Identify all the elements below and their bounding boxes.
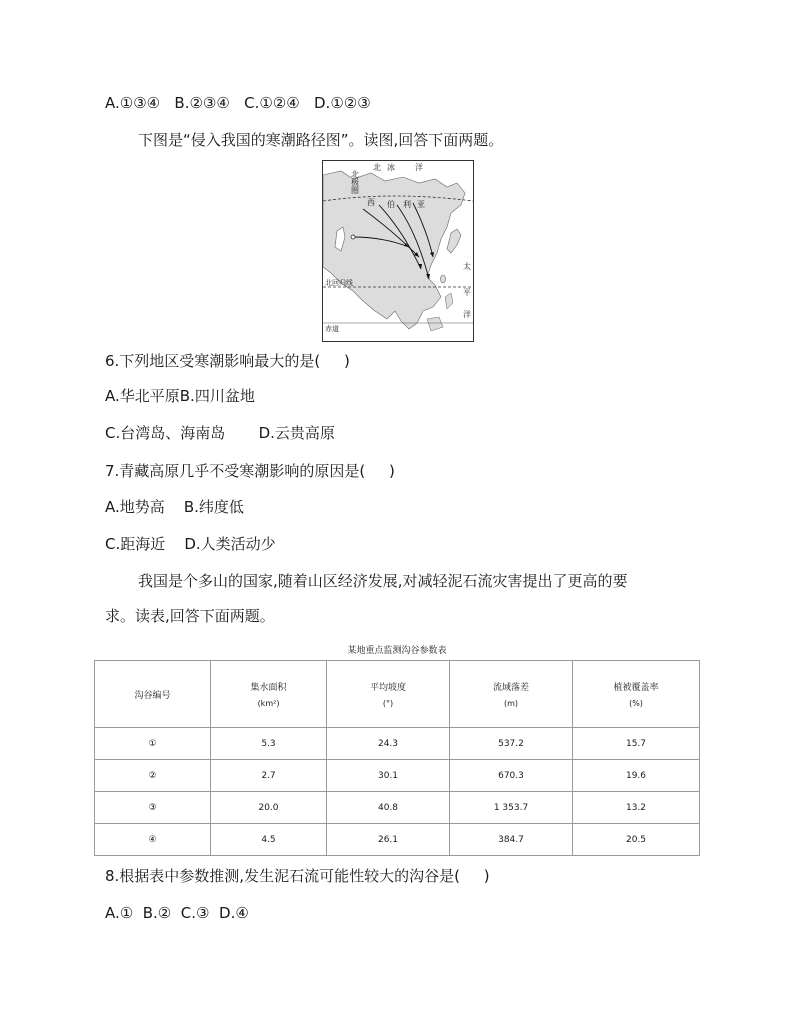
q6-options-line2: C.台湾岛、海南岛 D.云贵高原 — [105, 424, 335, 442]
label-bei: 北 — [373, 163, 381, 172]
cell-id: ② — [95, 760, 211, 792]
col-header-area: 集水面积 (km²) — [211, 661, 327, 728]
table-row — [95, 792, 700, 824]
cell-vegetation: 20.5 — [573, 824, 700, 856]
q7-options-line2: C.距海近 D.人类活动少 — [105, 535, 276, 553]
cell-drop: 384.7 — [450, 824, 573, 856]
col-header-vegetation: 植被覆盖率 (%) — [573, 661, 700, 728]
cell-area: 20.0 — [211, 792, 327, 824]
label-bei-ji-quan-2: 极 — [351, 178, 359, 187]
table-header-row — [95, 661, 700, 728]
source-marker — [351, 235, 355, 239]
cell-drop: 537.2 — [450, 728, 573, 760]
cell-slope: 26.1 — [327, 824, 450, 856]
label-bo: 伯 — [387, 200, 395, 209]
label-tai: 太 — [463, 262, 471, 271]
ravine-parameter-table — [94, 660, 700, 856]
land-eurasia — [323, 171, 465, 329]
cell-slope: 24.3 — [327, 728, 450, 760]
label-bing: 冰 — [387, 163, 395, 172]
col-header-drop: 流域落差 (m) — [450, 661, 573, 728]
cell-slope: 30.1 — [327, 760, 450, 792]
land-taiwan — [441, 275, 446, 283]
cell-drop: 1 353.7 — [450, 792, 573, 824]
cell-area: 5.3 — [211, 728, 327, 760]
table-intro-line1: 我国是个多山的国家,随着山区经济发展,对减轻泥石流灾害提出了更高的要 — [138, 572, 628, 590]
label-yang-north: 洋 — [415, 163, 423, 172]
cell-area: 4.5 — [211, 824, 327, 856]
label-tropic: 北回归线 — [325, 279, 353, 287]
cell-area: 2.7 — [211, 760, 327, 792]
col-header-id: 沟谷编号 — [95, 661, 211, 728]
table-row — [95, 728, 700, 760]
cell-id: ③ — [95, 792, 211, 824]
label-li: 利 — [403, 200, 411, 209]
cell-slope: 40.8 — [327, 792, 450, 824]
map-intro: 下图是“侵入我国的寒潮路径图”。读图,回答下面两题。 — [138, 131, 504, 149]
cell-vegetation: 19.6 — [573, 760, 700, 792]
table-row — [95, 760, 700, 792]
label-yang-pacific: 洋 — [463, 310, 471, 319]
q8-stem: 8.根据表中参数推测,发生泥石流可能性较大的沟谷是( ) — [105, 867, 490, 885]
col-header-slope: 平均坡度 (°) — [327, 661, 450, 728]
land-japan — [447, 229, 461, 253]
label-ya: 亚 — [417, 200, 425, 209]
cell-id: ④ — [95, 824, 211, 856]
label-ping: 平 — [463, 288, 471, 297]
label-equator: 赤道 — [325, 325, 339, 333]
cell-drop: 670.3 — [450, 760, 573, 792]
map-svg — [323, 161, 473, 341]
label-bei-ji-quan-1: 北 — [351, 170, 359, 179]
table-intro-line2: 求。读表,回答下面两题。 — [105, 607, 275, 625]
q8-options: A.① B.② C.③ D.④ — [105, 904, 249, 922]
table-title: 某地重点监测沟谷参数表 — [347, 646, 447, 656]
q6-options-line1: A.华北平原B.四川盆地 — [105, 387, 255, 405]
label-xi: 西 — [367, 198, 375, 207]
q6-stem: 6.下列地区受寒潮影响最大的是( ) — [105, 352, 350, 370]
cell-id: ① — [95, 728, 211, 760]
q7-options-line1: A.地势高 B.纬度低 — [105, 498, 244, 516]
cell-vegetation: 15.7 — [573, 728, 700, 760]
cell-vegetation: 13.2 — [573, 792, 700, 824]
label-bei-ji-quan-3: 圈 — [351, 186, 359, 195]
table-row — [95, 824, 700, 856]
q7-stem: 7.青藏高原几乎不受寒潮影响的原因是( ) — [105, 462, 395, 480]
cold-wave-path-map — [322, 160, 474, 342]
q5-options: A.①③④ B.②③④ C.①②④ D.①②③ — [105, 94, 371, 112]
